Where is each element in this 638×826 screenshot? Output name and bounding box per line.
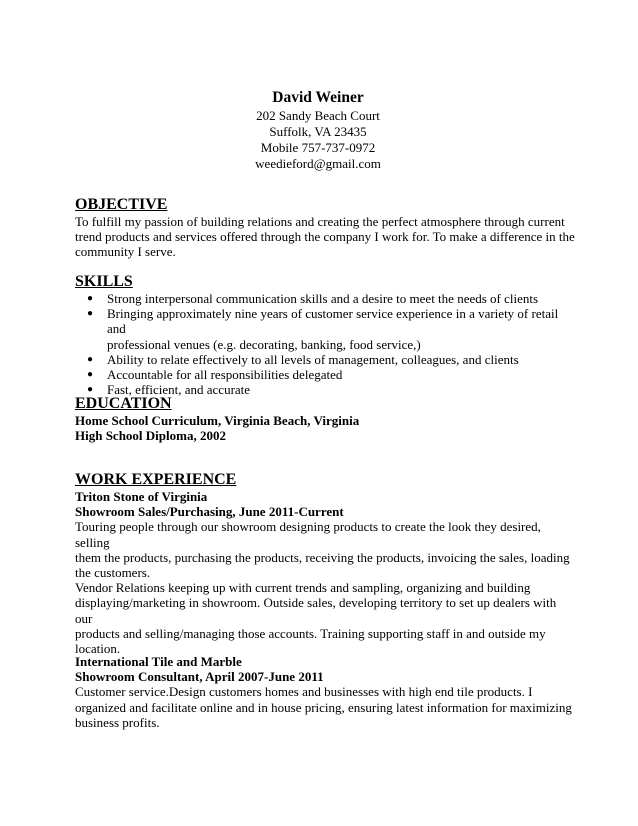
- company-name: International Tile and Marble: [75, 654, 242, 669]
- skills-list: [75, 291, 575, 397]
- job-description-line: Customer service.Design customers homes and businesses with high end tile products. I: [75, 684, 533, 700]
- job-description-line: displaying/marketing in showroom. Outside sales, developing territory to set up dealers with our: [75, 595, 557, 626]
- skill-text: Fast, efficient, and accurate: [107, 382, 251, 398]
- job-title: Showroom Consultant, April 2007-June 2011: [75, 669, 324, 685]
- city-line: Suffolk, VA 23435: [269, 124, 367, 139]
- job-description-line: location.: [75, 641, 121, 657]
- skills-heading: SKILLS: [75, 273, 133, 290]
- job-description-line: products and selling/managing those accounts. Training supporting staff in and outside my: [75, 625, 546, 641]
- work-experience-section: [75, 470, 575, 656]
- education-line: High School Diploma, 2002: [75, 428, 226, 444]
- skill-text: Accountable for all responsibilities delegated: [107, 367, 343, 383]
- objective-heading: OBJECTIVE: [75, 196, 168, 213]
- education-line: Home School Curriculum, Virginia Beach, Virginia: [75, 413, 360, 428]
- objective-line: community I serve.: [75, 244, 176, 260]
- skills-list-item: [75, 352, 575, 367]
- skill-text: professional venues (e.g. decorating, banking, food service,): [107, 336, 421, 352]
- email-line: weedieford@gmail.com: [255, 156, 381, 171]
- education-heading: EDUCATION: [75, 395, 172, 412]
- objective-section: [75, 195, 575, 260]
- bullet-icon: ●: [87, 308, 94, 320]
- work-experience-heading: WORK EXPERIENCE: [75, 471, 237, 488]
- contact-header: [218, 88, 418, 172]
- job-description-line: business profits.: [75, 714, 160, 730]
- job-title: Showroom Sales/Purchasing, June 2011-Current: [75, 504, 344, 520]
- skills-list-item: [75, 291, 575, 306]
- skill-text: Bringing approximately nine years of customer service experience in a variety of retail and: [107, 306, 559, 337]
- objective-line: trend products and services offered through the company I work for. To make a difference in the: [75, 229, 575, 245]
- company-name: Triton Stone of Virginia: [75, 489, 208, 504]
- bullet-icon: ●: [87, 369, 94, 381]
- skills-list-item: [75, 367, 575, 382]
- skill-text: Ability to relate effectively to all levels of management, colleagues, and clients: [107, 351, 519, 367]
- bullet-icon: ●: [87, 384, 94, 396]
- job-description-line: Vendor Relations keeping up with current trends and sampling, organizing and building: [75, 580, 531, 596]
- skills-section: [75, 272, 575, 397]
- skills-list-item: [75, 306, 575, 352]
- bullet-icon: ●: [87, 293, 94, 304]
- job-description-line: the customers.: [75, 565, 151, 581]
- work-experience-entry: [75, 654, 575, 730]
- phone-line: Mobile 757-737-0972: [260, 140, 376, 155]
- objective-line: To fulfill my passion of building relations and creating the perfect atmosphere through current: [75, 214, 565, 229]
- job-description-line: organized and facilitate online and in house pricing, ensuring latest information for maximizing: [75, 699, 572, 715]
- bullet-icon: ●: [87, 353, 94, 365]
- skill-text: Strong interpersonal communication skills and a desire to meet the needs of clients: [107, 291, 539, 306]
- address-line: 202 Sandy Beach Court: [256, 108, 380, 123]
- job-description-line: them the products, purchasing the products, receiving the products, invoicing the sales, loading: [75, 549, 570, 565]
- candidate-name: David Weiner: [272, 89, 364, 106]
- education-section: [75, 394, 575, 443]
- job-description-line: Touring people through our showroom designing products to create the look they desired, selling: [75, 519, 541, 550]
